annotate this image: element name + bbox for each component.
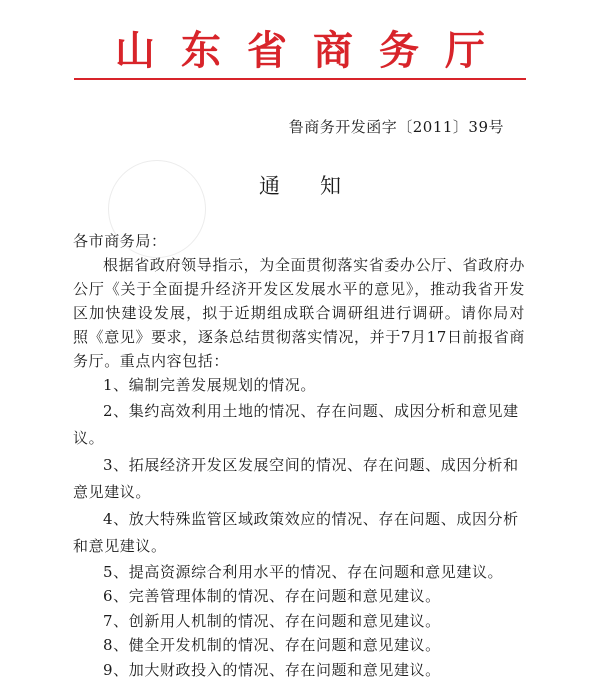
list-item: 8、健全开发机制的情况、存在问题和意见建议。 <box>103 636 441 654</box>
letterhead-red-rule <box>74 78 526 80</box>
list-item: 7、创新用人机制的情况、存在问题和意见建议。 <box>103 611 441 630</box>
list-item: 2、集约高效利用土地的情况、存在问题、成因分析和意见建议。 <box>73 401 519 447</box>
document-body <box>73 229 525 682</box>
list-item: 1、编制完善发展规划的情况。 <box>103 376 316 394</box>
intro-paragraph: 根据省政府领导指示，为全面贯彻落实省委办公厅、省政府办公厅《关于全面提升经济开发区发展水平的意见》，推动我省开发区加快建设发展，拟于近期组成联合调研组进行调研。请你局对照《意见》要求，逐条总结贯彻落实情况，并于7月17日前报省商务厅。重点内容包括： <box>73 256 525 370</box>
salutation: 各市商务局： <box>73 232 167 250</box>
list-item: 3、拓展经济开发区发展空间的情况、存在问题、成因分析和意见建议。 <box>73 455 519 501</box>
list-item: 4、放大特殊监管区域政策效应的情况、存在问题、成因分析和意见建议。 <box>73 509 519 555</box>
document-number: 鲁商务开发函字〔2011〕39号 <box>288 118 504 136</box>
document-title: 通知 <box>259 174 381 198</box>
list-item: 6、完善管理体制的情况、存在问题和意见建议。 <box>103 587 441 605</box>
letterhead-title: 山东省商务厅 <box>115 27 511 74</box>
list-item: 9、加大财政投入的情况、存在问题和意见建议。 <box>103 660 441 679</box>
list-item: 5、提高资源综合利用水平的情况、存在问题和意见建议。 <box>103 562 504 581</box>
